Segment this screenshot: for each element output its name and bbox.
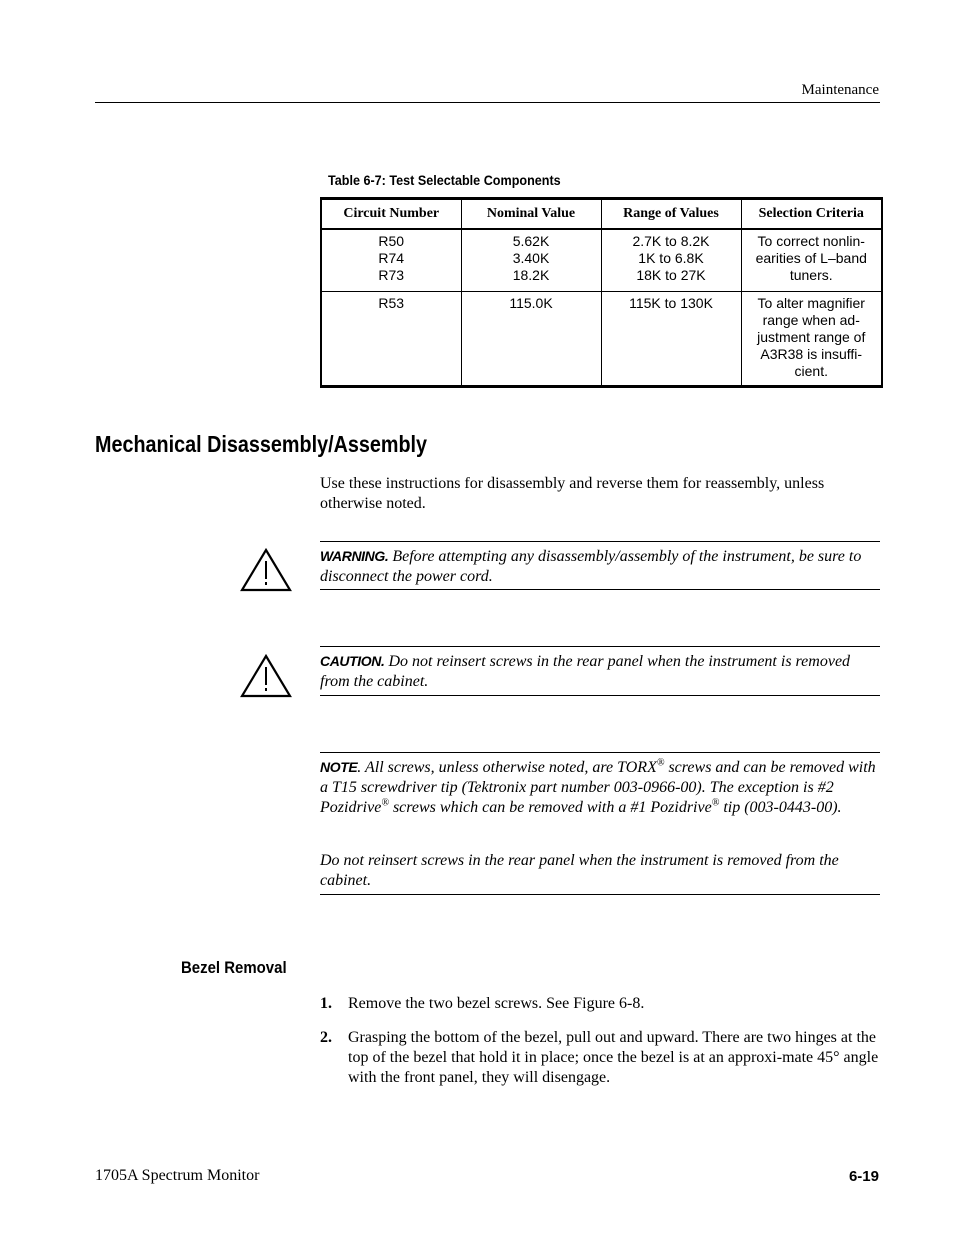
range-cell	[601, 292, 741, 387]
note-paragraph-2: Do not reinsert screws in the rear panel when the instrument is removed from the cabinet.	[320, 852, 839, 889]
warning-paragraph	[320, 546, 880, 587]
step-number: 2.	[320, 1029, 332, 1046]
cell-line: cient.	[794, 363, 828, 379]
cell-line: 5.62K	[512, 233, 550, 249]
nominal-cell	[461, 292, 601, 387]
cell-line: To alter magnifier	[757, 295, 865, 311]
step-text: Grasping the bottom of the bezel, pull out and upward. There are two hinges at the top of the bezel that hold it in place; once the bezel is at an approxi-mate 45° angle with the front panel, they will disengage.	[348, 1029, 879, 1086]
registered-mark: ®	[711, 797, 720, 809]
column-header: Circuit Number	[321, 199, 461, 230]
step-text: Remove the two bezel screws. See Figure 6-8.	[348, 995, 645, 1012]
test-selectable-components-table	[320, 197, 883, 388]
note-text-b: screws and can be removed with a T15 screwdriver tip (Tektronix part number 003-0966-00). The exception is #2 Pozidrive	[320, 759, 876, 816]
subsection-title: Bezel Removal	[181, 958, 287, 977]
note-top-rule	[320, 752, 880, 753]
warning-top-rule	[320, 541, 880, 542]
note-text-d: tip (003-0443-00).	[719, 799, 842, 816]
cell-line: 2.7K to 8.2K	[632, 233, 710, 249]
cell-line: R50	[378, 233, 405, 249]
cell-line: 18K to 27K	[636, 267, 706, 283]
nominal-cell	[461, 229, 601, 292]
cell-line: R53	[378, 295, 405, 311]
caution-top-rule	[320, 646, 880, 647]
caution-text: Do not reinsert screws in the rear panel when the instrument is removed from the cabinet.	[320, 653, 851, 690]
cell-line: 115K to 130K	[629, 295, 713, 311]
column-header: Selection Criteria	[741, 199, 882, 230]
note-paragraph-1	[320, 757, 880, 818]
intro-paragraph: Use these instructions for disassembly and reverse them for reassembly, unless otherwise noted.	[320, 475, 825, 512]
criteria-cell	[741, 229, 882, 292]
cell-line: R74	[378, 250, 405, 266]
cell-line: 3.40K	[512, 250, 550, 266]
note-text-c: screws which can be removed with a #1 Pozidrive	[388, 799, 712, 816]
cell-line: 18.2K	[512, 267, 550, 283]
cell-line: A3R38 is insuffi-	[760, 346, 863, 362]
cell-line: earities of L–band	[755, 250, 867, 266]
section-title: Mechanical Disassembly/Assembly	[95, 431, 428, 457]
column-header: Nominal Value	[461, 199, 601, 230]
circuit-cell	[321, 292, 461, 387]
note-bottom-rule	[320, 894, 880, 895]
registered-mark: ®	[381, 797, 389, 809]
footer-product-name: 1705A Spectrum Monitor	[95, 1167, 260, 1184]
caution-triangle-icon	[240, 654, 292, 698]
note-text-a: . All screws, unless otherwise noted, are TORX	[357, 759, 657, 776]
range-cell	[601, 229, 741, 292]
warning-bottom-rule	[320, 589, 880, 590]
cell-line: tuners.	[789, 267, 833, 283]
running-header: Maintenance	[801, 82, 879, 98]
caution-paragraph	[320, 651, 880, 692]
cell-line: justment range of	[757, 329, 866, 345]
step-number: 1.	[320, 995, 332, 1012]
caution-bottom-rule	[320, 695, 880, 696]
registered-mark: ®	[656, 757, 665, 769]
caution-label: CAUTION.	[320, 653, 385, 669]
column-header: Range of Values	[601, 199, 741, 230]
warning-text: Before attempting any disassembly/assembly of the instrument, be sure to disconnect the power cord.	[320, 548, 862, 585]
cell-line: R73	[378, 267, 405, 283]
cell-line: 1K to 6.8K	[638, 250, 704, 266]
step-item	[320, 994, 880, 1014]
table-header-row	[321, 199, 882, 230]
table-caption: Table 6-7: Test Selectable Components	[328, 172, 561, 188]
cell-line: range when ad-	[762, 312, 860, 328]
criteria-cell	[741, 292, 882, 387]
header-rule	[95, 102, 880, 103]
warning-label: WARNING.	[320, 548, 389, 564]
cell-line: To correct nonlin-	[757, 233, 865, 249]
table-row	[321, 229, 882, 292]
circuit-cell	[321, 229, 461, 292]
warning-triangle-icon	[240, 548, 292, 592]
note-label: NOTE	[320, 759, 358, 775]
cell-line: 115.0K	[509, 295, 553, 311]
table-row	[321, 292, 882, 387]
step-item	[320, 1028, 880, 1088]
page-number: 6-19	[848, 1168, 879, 1185]
